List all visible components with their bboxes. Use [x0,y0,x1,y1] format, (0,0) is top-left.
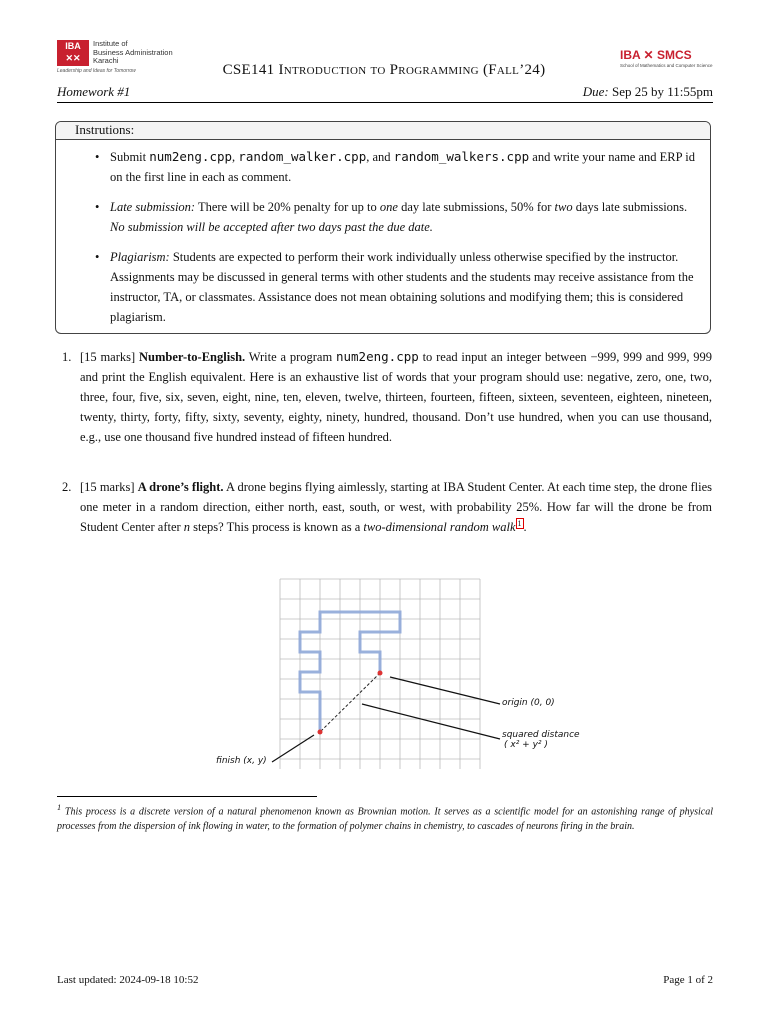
question-2 [62,477,713,537]
walk-path [300,612,400,732]
logo-line-1: Institute of [93,39,128,48]
due-label: Due: [582,84,609,99]
instruction-item-late [95,197,695,237]
item-text: day late submissions, 50% for [397,200,555,214]
course-title: CSE141 Introduction to Programming (Fall’24) [222,62,546,78]
due-value: Sep 25 by 11:55pm [612,84,713,99]
finish-label: finish (x, y) [216,756,267,766]
footnote [57,800,713,834]
instruction-item-submit [95,147,695,187]
item-emph: one [379,200,398,214]
question-number: 1. [62,350,72,364]
distance-formula: ( x² + y² ) [504,740,548,750]
bullet-icon: • [95,250,100,264]
instruction-item-plagiarism [95,247,695,327]
variable-n: n [183,520,191,534]
last-updated: Last updated: 2024-09-18 10:52 [57,974,199,986]
bullet-icon: • [95,200,100,214]
question-text: to read input an integer between −999, 999 and 999, 999 and print the English equivalent. Here is an exhaustive list of words that your program should use: negative, zero, one, two, three, four, five, six, seven, eight, nine, ten, eleven, twelve, thirteen, fourteen, fifteen, sixteen, seventeen, eighteen, nineteen, twenty, thirty, forty, fifty, sixty, seventy, eighty, ninety, hundred, thousand. Don’t use hundred, when you can use thousand, e.g., use one thousand five hundred instead of fifteen hundred. [80,350,713,444]
question-title: Number-to-English. [139,350,246,364]
item-label: Late submission: [110,200,196,214]
footnote-text: This process is a discrete version of a natural phenomenon known as Brownian motion. It serves as a scientific model for an astonishing range of physical processes from the dispersion of ink flowing in water, to the formation of polymer chains in chemistry, to cascades of neurons firing in the brain. [57,806,714,833]
footnote-rule [57,796,317,797]
smcs-logo [620,48,715,70]
logo-line-2: Business Administration [93,47,173,57]
item-text: There will be 20% penalty for up to [195,200,380,214]
footnote-mark: 1 [57,803,62,812]
homework-label: Homework #1 [57,84,131,99]
item-text: Submit [110,150,150,164]
question-text: Write a program [245,350,336,364]
origin-point [378,671,383,676]
instructions-title-bar [56,122,710,140]
question-text: steps? This process is known as a [190,520,364,534]
distance-pointer [362,704,500,739]
item-emph: two [554,200,573,214]
question-emph: two-dimensional random walk [363,520,516,534]
question-marks: [15 marks] [80,480,135,494]
header-rule [57,102,713,103]
question-1 [62,347,713,447]
due-date [583,84,713,100]
item-label: Plagiarism: [110,250,170,264]
finish-point [318,730,323,735]
logo-tagline: Leadership and Ideas for Tomorrow [57,68,136,74]
distance-label: squared distance [502,730,580,740]
item-text: , and [366,150,394,164]
item-text: , [232,150,239,164]
file-name: random_walker.cpp [238,149,367,164]
file-name: num2eng.cpp [335,349,419,364]
item-text: days late submissions. [572,200,688,214]
distance-line [320,673,380,732]
instructions-title: Instrutions: [75,122,135,137]
question-text: . [523,520,527,534]
question-marks: [15 marks] [80,350,136,364]
smcs-logo-main: IBA ✕ SMCS [620,48,692,62]
smcs-logo-sub: School of Mathematics and Computer Science [620,63,713,68]
iba-logo-emblem-icon: ✕✕ [65,53,81,63]
logo-line-3: Karachi [93,56,119,65]
random-walk-figure [200,574,600,774]
page-number: Page 1 of 2 [663,974,713,986]
question-text: A drone begins flying aimlessly, starting at IBA Student Center. At each time step, the drone flies one meter in a random direction, either north, east, south, or west, with probability 25%. How far will the drone be from Student Center after [80,480,713,534]
file-name: num2eng.cpp [149,149,233,164]
origin-pointer [390,677,500,704]
question-number: 2. [62,480,72,494]
item-emph: No submission will be accepted after two days past the due date. [110,220,433,234]
origin-label: origin (0, 0) [502,698,555,708]
iba-logo-abbrev: IBA [65,41,81,51]
instructions-box [55,121,711,334]
bullet-icon: • [95,150,100,164]
item-text: Students are expected to perform their work individually unless otherwise specified by the instructor. Assignments may be discussed in general terms with other students and the students may receive assistance from the instructor, TA, or classmates. Assistance does not mean obtaining solutions and modifying them; this is considered plagiarism. [110,250,694,324]
question-title: A drone’s flight. [137,480,224,494]
footnote-link[interactable]: 1 [517,518,522,528]
item-text: and write your name and ERP id on the first line in each as comment. [110,150,695,184]
file-name: random_walkers.cpp [393,149,530,164]
